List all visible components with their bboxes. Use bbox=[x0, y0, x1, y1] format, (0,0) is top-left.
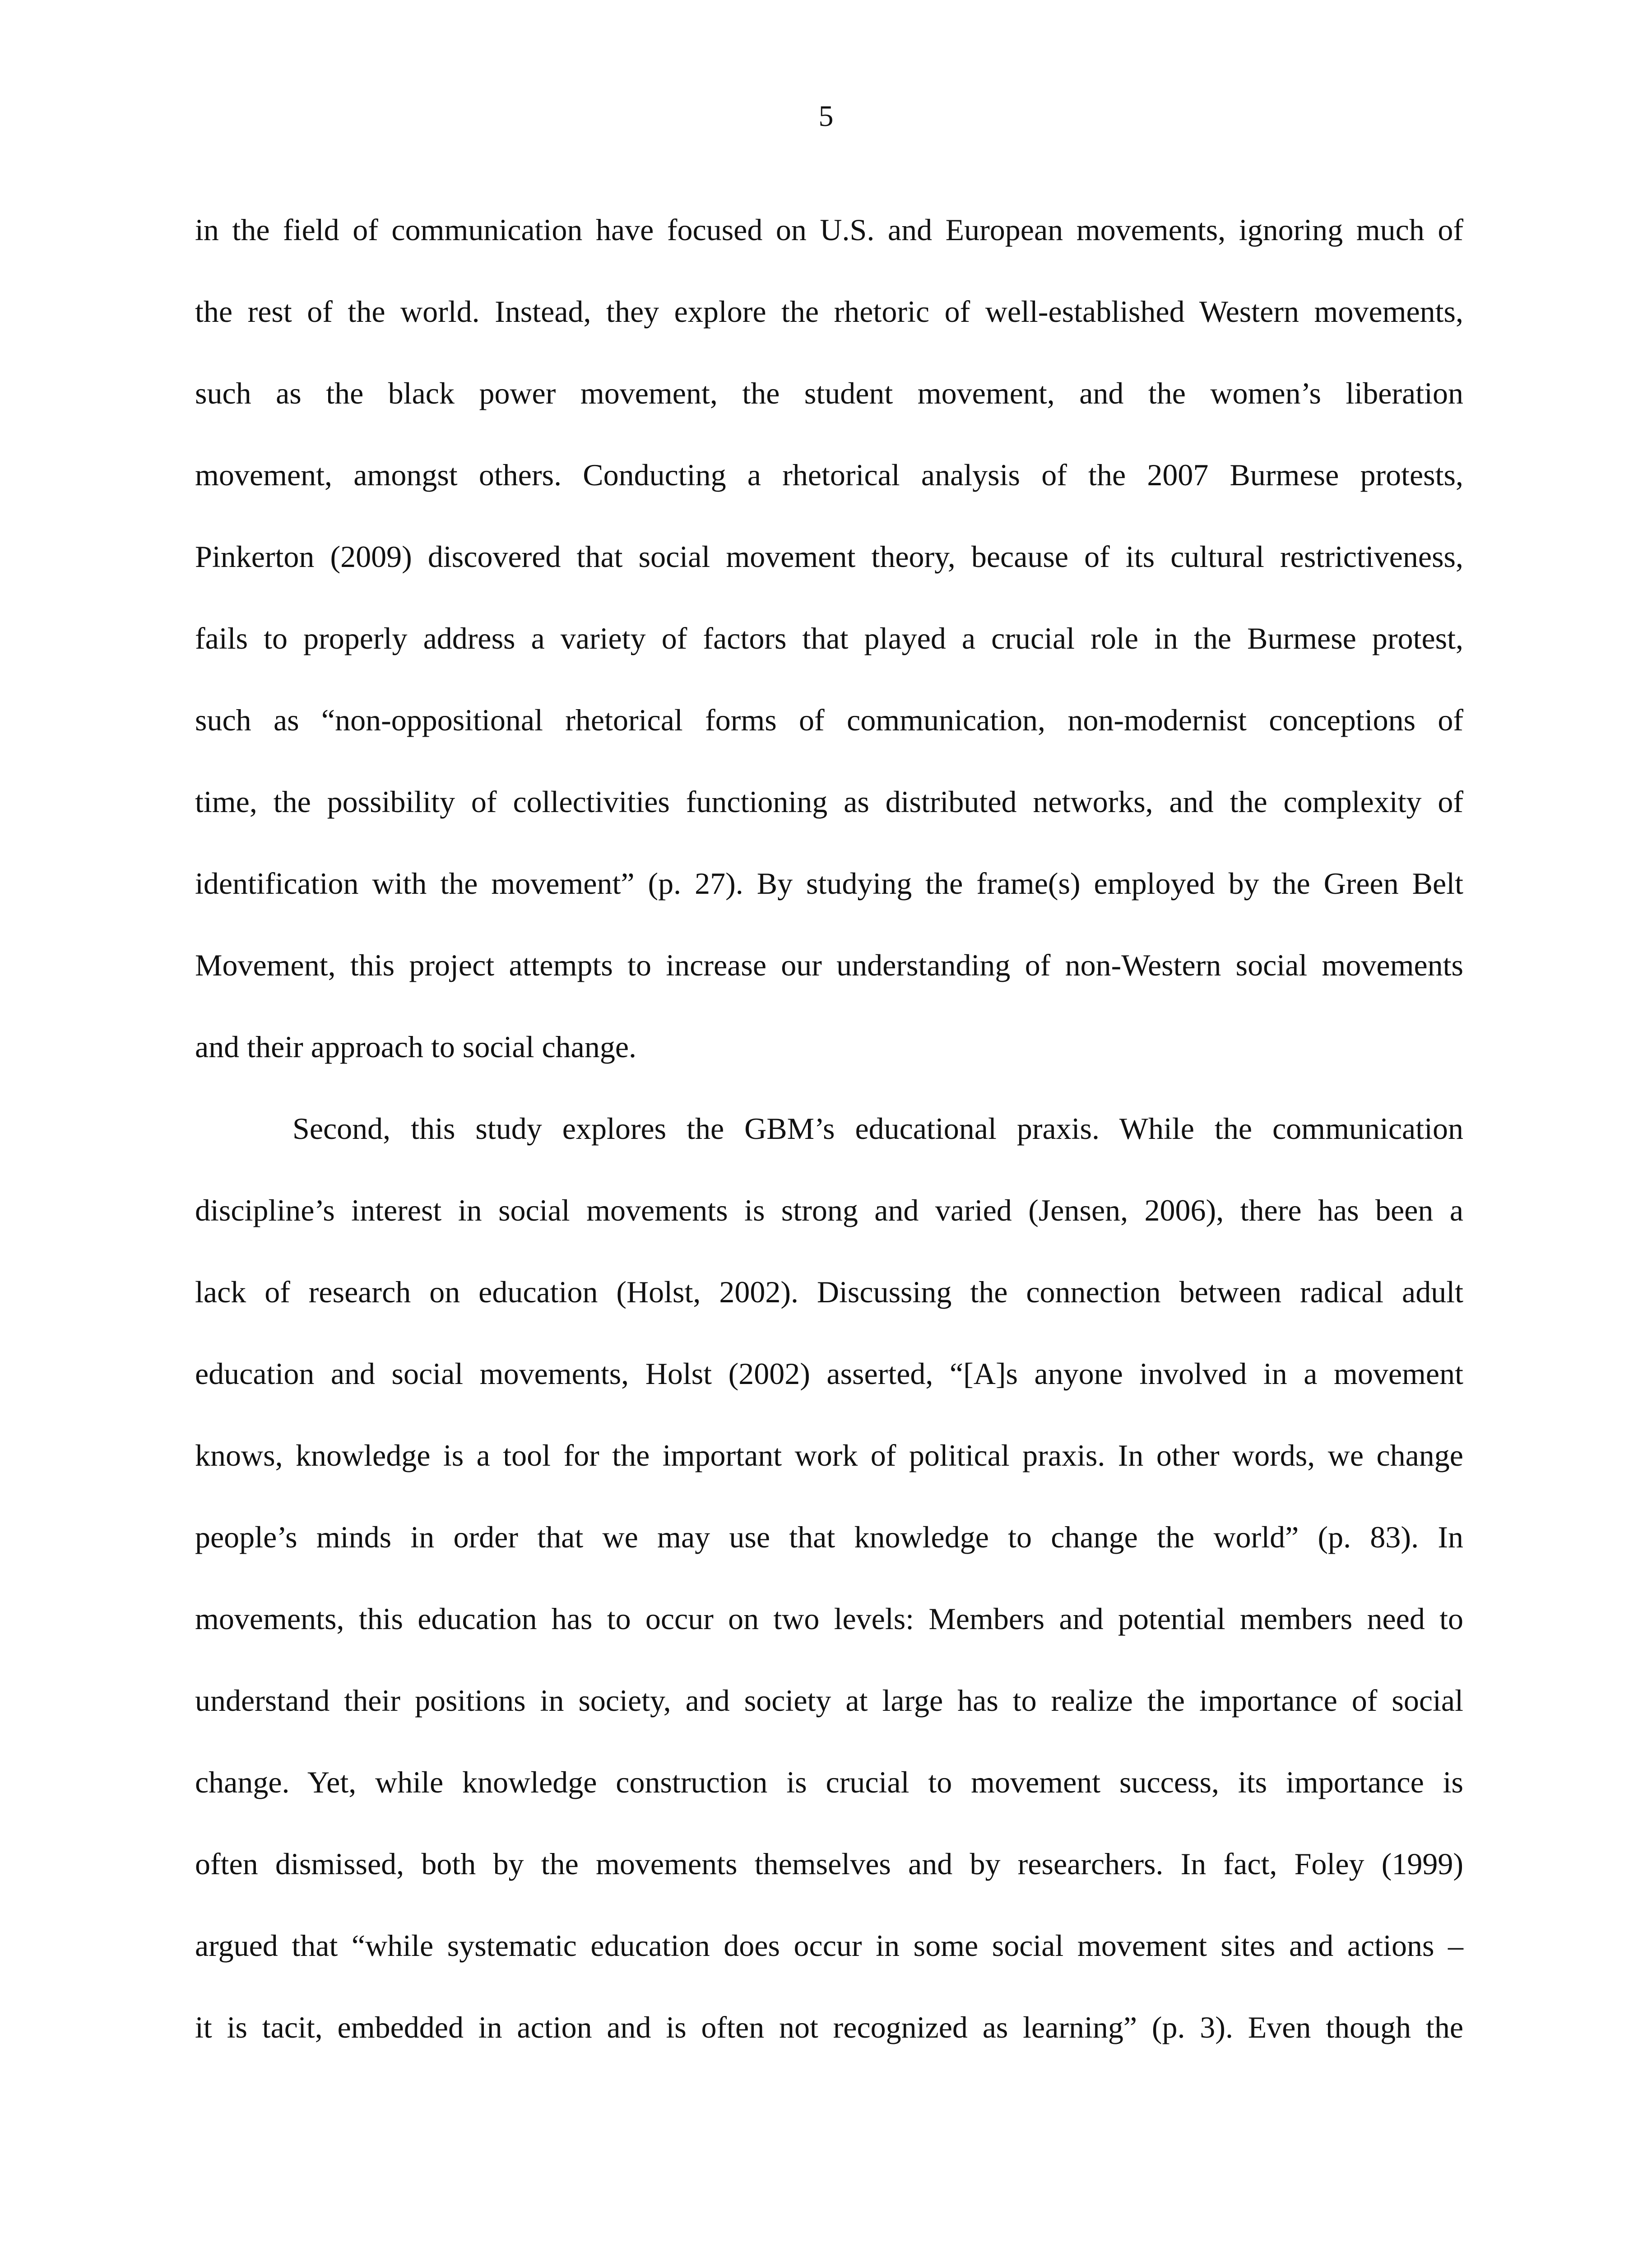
text-line: and their approach to social change. bbox=[195, 1030, 637, 1064]
text-line: lack of research on education (Holst, 2002). Discussing the connection between radical adult bbox=[195, 1275, 1463, 1309]
text-line: fails to properly address a variety of factors that played a crucial role in the Burmese protest, bbox=[195, 621, 1463, 655]
text-line: people’s minds in order that we may use that knowledge to change the world” (p. 83). In bbox=[195, 1520, 1463, 1554]
text-line: Movement, this project attempts to increase our understanding of non-Western social movements bbox=[195, 948, 1463, 982]
text-line: time, the possibility of collectivities functioning as distributed networks, and the complexity of bbox=[195, 785, 1463, 819]
text-line: movement, amongst others. Conducting a rhetorical analysis of the 2007 Burmese protests, bbox=[195, 458, 1463, 492]
text-line: discipline’s interest in social movements is strong and varied (Jensen, 2006), there has been a bbox=[195, 1193, 1463, 1227]
text-line: such as the black power movement, the student movement, and the women’s liberation bbox=[195, 376, 1463, 410]
text-line: understand their positions in society, and society at large has to realize the importance of social bbox=[195, 1683, 1463, 1718]
text-line: argued that “while systematic education does occur in some social movement sites and actions – bbox=[195, 1928, 1463, 1963]
text-line: education and social movements, Holst (2002) asserted, “[A]s anyone involved in a movement bbox=[195, 1356, 1463, 1391]
text-line: in the field of communication have focused on U.S. and European movements, ignoring much of bbox=[195, 213, 1463, 247]
text-line: knows, knowledge is a tool for the important work of political praxis. In other words, we change bbox=[195, 1438, 1463, 1472]
text-line: movements, this education has to occur on two levels: Members and potential members need to bbox=[195, 1602, 1463, 1636]
text-line: Second, this study explores the GBM’s educational praxis. While the communication bbox=[292, 1111, 1463, 1146]
text-line: often dismissed, both by the movements themselves and by researchers. In fact, Foley (1999) bbox=[195, 1847, 1463, 1881]
text-line: such as “non-oppositional rhetorical forms of communication, non-modernist conceptions of bbox=[195, 703, 1463, 737]
page-number: 5 bbox=[818, 100, 834, 133]
text-line: change. Yet, while knowledge construction is crucial to movement success, its importance is bbox=[195, 1765, 1463, 1799]
text-line: identification with the movement” (p. 27). By studying the frame(s) employed by the Green Belt bbox=[195, 866, 1463, 901]
text-line: it is tacit, embedded in action and is often not recognized as learning” (p. 3). Even though the bbox=[195, 2010, 1463, 2044]
text-line: Pinkerton (2009) discovered that social movement theory, because of its cultural restrictiveness, bbox=[195, 539, 1463, 574]
text-line: the rest of the world. Instead, they explore the rhetoric of well-established Western movements, bbox=[195, 294, 1463, 329]
